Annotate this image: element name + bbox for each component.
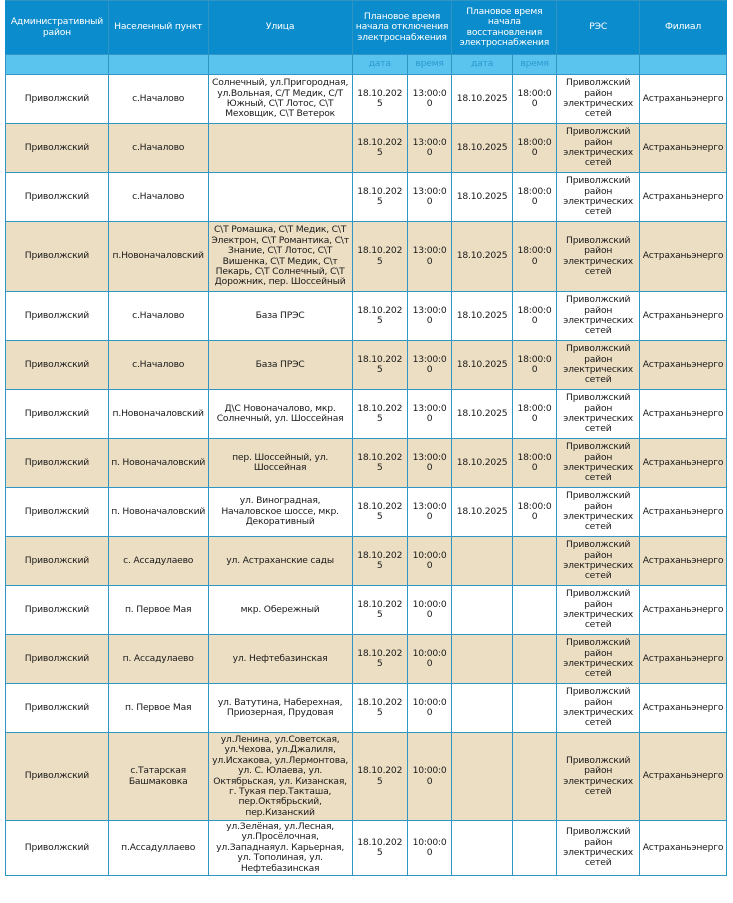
cell-restore-time: 18:00:00: [512, 390, 557, 439]
subheader-row: [6, 55, 727, 75]
subheader-empty: [557, 55, 640, 75]
cell-off-time: 13:00:00: [407, 292, 452, 341]
cell-street: ул.Зелёная, ул.Лесная, ул.Просёлочная, ул.Западнаяул. Карьерная, ул. Тополиная, ул. Нефтебазинская: [208, 821, 352, 876]
cell-res: Приволжский район электрических сетей: [557, 75, 640, 124]
table-row: [6, 439, 727, 488]
cell-restore-date: 18.10.2025: [452, 390, 512, 439]
header-res: РЭС: [557, 1, 640, 55]
cell-off-time: 13:00:00: [407, 439, 452, 488]
cell-off-date: 18.10.2025: [352, 124, 407, 173]
table-row: [6, 821, 727, 876]
cell-district: Приволжский: [6, 341, 109, 390]
cell-off-time: 13:00:00: [407, 222, 452, 292]
table-row: [6, 124, 727, 173]
cell-settlement: с.Началово: [108, 124, 208, 173]
cell-settlement: п.Новоначаловский: [108, 390, 208, 439]
cell-restore-time: 18:00:00: [512, 292, 557, 341]
cell-off-date: 18.10.2025: [352, 390, 407, 439]
cell-branch: Астраханьэнерго: [640, 341, 727, 390]
cell-off-time: 13:00:00: [407, 390, 452, 439]
cell-restore-date: [452, 821, 512, 876]
cell-branch: Астраханьэнерго: [640, 222, 727, 292]
outage-table: [5, 0, 727, 876]
cell-res: Приволжский район электрических сетей: [557, 292, 640, 341]
header-planned-off: Плановое время начала отключения электроснабжения: [352, 1, 452, 55]
cell-restore-date: [452, 537, 512, 586]
header-planned-restore: Плановое время начала восстановления электроснабжения: [452, 1, 557, 55]
cell-off-time: 10:00:00: [407, 635, 452, 684]
cell-settlement: п.Новоначаловский: [108, 222, 208, 292]
cell-off-time: 13:00:00: [407, 173, 452, 222]
cell-res: Приволжский район электрических сетей: [557, 341, 640, 390]
cell-restore-date: 18.10.2025: [452, 75, 512, 124]
cell-settlement: с.Началово: [108, 75, 208, 124]
cell-res: Приволжский район электрических сетей: [557, 537, 640, 586]
cell-restore-date: 18.10.2025: [452, 488, 512, 537]
cell-off-time: 10:00:00: [407, 733, 452, 821]
cell-street: ул. Виноградная, Началовское шоссе, мкр. Декоративный: [208, 488, 352, 537]
cell-street: пер. Шоссейный, ул. Шоссейная: [208, 439, 352, 488]
cell-branch: Астраханьэнерго: [640, 439, 727, 488]
cell-off-time: 13:00:00: [407, 341, 452, 390]
cell-street: ул. Ватутина, Наберехная, Приозерная, Прудовая: [208, 684, 352, 733]
subheader-empty: [208, 55, 352, 75]
cell-branch: Астраханьэнерго: [640, 586, 727, 635]
cell-off-time: 13:00:00: [407, 488, 452, 537]
cell-street: База ПРЭС: [208, 292, 352, 341]
cell-restore-time: [512, 537, 557, 586]
cell-off-date: 18.10.2025: [352, 341, 407, 390]
cell-settlement: с. Ассадулаево: [108, 537, 208, 586]
cell-off-date: 18.10.2025: [352, 292, 407, 341]
cell-branch: Астраханьэнерго: [640, 390, 727, 439]
table-row: [6, 733, 727, 821]
cell-street: Солнечный, ул.Пригородная, ул.Вольная, С/Т Медик, С/Т Южный, С\Т Лотос, С\Т Меховщик, С\Т Ветерок: [208, 75, 352, 124]
cell-res: Приволжский район электрических сетей: [557, 390, 640, 439]
cell-res: Приволжский район электрических сетей: [557, 586, 640, 635]
cell-street: ул. Нефтебазинская: [208, 635, 352, 684]
cell-settlement: п.Ассадуллаево: [108, 821, 208, 876]
cell-street: [208, 173, 352, 222]
table-row: [6, 586, 727, 635]
cell-res: Приволжский район электрических сетей: [557, 439, 640, 488]
cell-restore-time: 18:00:00: [512, 124, 557, 173]
cell-branch: Астраханьэнерго: [640, 124, 727, 173]
cell-off-date: 18.10.2025: [352, 537, 407, 586]
cell-off-date: 18.10.2025: [352, 439, 407, 488]
subheader-restore-date: дата: [452, 55, 512, 75]
cell-district: Приволжский: [6, 439, 109, 488]
cell-restore-date: 18.10.2025: [452, 124, 512, 173]
subheader-restore-time: время: [512, 55, 557, 75]
cell-restore-time: [512, 733, 557, 821]
cell-off-date: 18.10.2025: [352, 586, 407, 635]
table-row: [6, 75, 727, 124]
table-row: [6, 684, 727, 733]
cell-branch: Астраханьэнерго: [640, 75, 727, 124]
table-row: [6, 222, 727, 292]
cell-branch: Астраханьэнерго: [640, 173, 727, 222]
cell-district: Приволжский: [6, 488, 109, 537]
cell-district: Приволжский: [6, 586, 109, 635]
cell-res: Приволжский район электрических сетей: [557, 488, 640, 537]
cell-street: [208, 124, 352, 173]
cell-settlement: п. Первое Мая: [108, 586, 208, 635]
cell-res: Приволжский район электрических сетей: [557, 733, 640, 821]
cell-restore-time: 18:00:00: [512, 222, 557, 292]
cell-branch: Астраханьэнерго: [640, 635, 727, 684]
cell-off-date: 18.10.2025: [352, 684, 407, 733]
cell-settlement: п. Новоначаловский: [108, 488, 208, 537]
cell-restore-time: [512, 684, 557, 733]
cell-restore-time: 18:00:00: [512, 488, 557, 537]
cell-branch: Астраханьэнерго: [640, 733, 727, 821]
cell-district: Приволжский: [6, 733, 109, 821]
cell-off-time: 13:00:00: [407, 75, 452, 124]
cell-settlement: с.Началово: [108, 341, 208, 390]
cell-res: Приволжский район электрических сетей: [557, 222, 640, 292]
cell-res: Приволжский район электрических сетей: [557, 124, 640, 173]
subheader-off-date: дата: [352, 55, 407, 75]
cell-restore-time: [512, 821, 557, 876]
table-row: [6, 488, 727, 537]
cell-restore-date: [452, 733, 512, 821]
cell-restore-time: [512, 635, 557, 684]
cell-restore-date: 18.10.2025: [452, 341, 512, 390]
cell-restore-time: 18:00:00: [512, 439, 557, 488]
cell-branch: Астраханьэнерго: [640, 684, 727, 733]
subheader-empty: [640, 55, 727, 75]
cell-restore-time: [512, 586, 557, 635]
table-row: [6, 292, 727, 341]
cell-res: Приволжский район электрических сетей: [557, 821, 640, 876]
cell-settlement: п. Ассадулаево: [108, 635, 208, 684]
cell-street: Д\С Новоначалово, мкр. Солнечный, ул. Шоссейная: [208, 390, 352, 439]
header-branch: Филиал: [640, 1, 727, 55]
table-row: [6, 537, 727, 586]
cell-street: ул.Ленина, ул.Советская, ул.Чехова, ул.Джалиля, ул.Исхакова, ул.Лермонтова, ул. С. Юлаева, ул. Октябрьская, ул. Кизанская, г. Тукая пер.Такташа, пер.Октябрьский, пер.Кизанский: [208, 733, 352, 821]
cell-district: Приволжский: [6, 75, 109, 124]
cell-off-date: 18.10.2025: [352, 821, 407, 876]
cell-branch: Астраханьэнерго: [640, 537, 727, 586]
cell-restore-date: [452, 635, 512, 684]
header-admin-district: Административный район: [6, 1, 109, 55]
cell-district: Приволжский: [6, 222, 109, 292]
cell-settlement: с.Началово: [108, 173, 208, 222]
subheader-off-time: время: [407, 55, 452, 75]
cell-street: База ПРЭС: [208, 341, 352, 390]
cell-off-time: 10:00:00: [407, 684, 452, 733]
header-settlement: Населенный пункт: [108, 1, 208, 55]
cell-district: Приволжский: [6, 173, 109, 222]
table-body: [6, 75, 727, 876]
header-street: Улица: [208, 1, 352, 55]
cell-off-time: 13:00:00: [407, 124, 452, 173]
outage-schedule: [5, 0, 727, 876]
cell-district: Приволжский: [6, 537, 109, 586]
cell-street: С\Т Ромашка, С\Т Медик, С\Т Электрон, С\Т Романтика, С\т Знание, С\Т Лотос, С\Т Вишенка, С\Т Медик, С\т Пекарь, С\Т Солнечный, С\Т Дорожник, пер. Шоссейный: [208, 222, 352, 292]
subheader-empty: [108, 55, 208, 75]
cell-res: Приволжский район электрических сетей: [557, 635, 640, 684]
cell-off-date: 18.10.2025: [352, 635, 407, 684]
cell-res: Приволжский район электрических сетей: [557, 684, 640, 733]
cell-restore-date: 18.10.2025: [452, 222, 512, 292]
table-row: [6, 173, 727, 222]
table-row: [6, 341, 727, 390]
cell-restore-date: [452, 586, 512, 635]
cell-off-date: 18.10.2025: [352, 488, 407, 537]
cell-restore-date: 18.10.2025: [452, 173, 512, 222]
cell-off-date: 18.10.2025: [352, 75, 407, 124]
cell-settlement: с.Татарская Башмаковка: [108, 733, 208, 821]
cell-branch: Астраханьэнерго: [640, 821, 727, 876]
header-row: [6, 1, 727, 55]
cell-restore-time: 18:00:00: [512, 75, 557, 124]
cell-district: Приволжский: [6, 635, 109, 684]
cell-district: Приволжский: [6, 390, 109, 439]
cell-off-time: 10:00:00: [407, 537, 452, 586]
cell-district: Приволжский: [6, 684, 109, 733]
cell-branch: Астраханьэнерго: [640, 292, 727, 341]
cell-settlement: п. Первое Мая: [108, 684, 208, 733]
cell-settlement: с.Началово: [108, 292, 208, 341]
subheader-empty: [6, 55, 109, 75]
cell-restore-date: [452, 684, 512, 733]
table-row: [6, 635, 727, 684]
cell-off-date: 18.10.2025: [352, 222, 407, 292]
cell-restore-date: 18.10.2025: [452, 292, 512, 341]
table-row: [6, 390, 727, 439]
cell-street: ул. Астраханские сады: [208, 537, 352, 586]
cell-district: Приволжский: [6, 821, 109, 876]
cell-district: Приволжский: [6, 124, 109, 173]
cell-branch: Астраханьэнерго: [640, 488, 727, 537]
cell-restore-time: 18:00:00: [512, 173, 557, 222]
cell-street: мкр. Обережный: [208, 586, 352, 635]
cell-restore-date: 18.10.2025: [452, 439, 512, 488]
cell-settlement: п. Новоначаловский: [108, 439, 208, 488]
cell-district: Приволжский: [6, 292, 109, 341]
cell-off-time: 10:00:00: [407, 821, 452, 876]
cell-restore-time: 18:00:00: [512, 341, 557, 390]
cell-res: Приволжский район электрических сетей: [557, 173, 640, 222]
cell-off-date: 18.10.2025: [352, 173, 407, 222]
cell-off-date: 18.10.2025: [352, 733, 407, 821]
cell-off-time: 10:00:00: [407, 586, 452, 635]
